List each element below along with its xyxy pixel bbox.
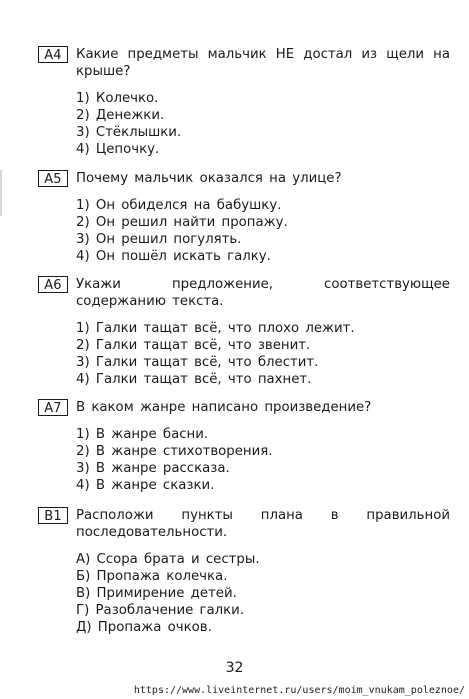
question-header (38, 399, 450, 416)
question-text: Расположи пункты плана в правильной последовательности. (76, 508, 450, 540)
question-label-badge: A4 (38, 46, 68, 63)
plan-item[interactable]: Б) Пропажа колечка. (76, 569, 228, 584)
answer-option[interactable]: 1) Колечко. (76, 91, 159, 106)
watermark-url[interactable]: https://www.liveinternet.ru/users/moim_vnukam_poleznoe/ (133, 685, 465, 696)
answer-options (38, 90, 450, 158)
answer-option[interactable]: 2) Он решил найти пропажу. (76, 215, 288, 230)
question-a7 (38, 399, 450, 494)
answer-option[interactable]: 1) Он обиделся на бабушку. (76, 198, 282, 213)
scan-edge-mark (0, 170, 2, 216)
answer-option[interactable]: 4) В жанре сказки. (76, 478, 215, 493)
question-label-badge: A5 (38, 170, 68, 187)
question-a6 (38, 276, 450, 388)
answer-options (38, 197, 450, 265)
question-header (38, 170, 450, 187)
page-number: 32 (225, 660, 244, 676)
answer-option[interactable]: 4) Цепочку. (76, 142, 160, 157)
plan-item[interactable]: А) Ссора брата и сестры. (76, 552, 260, 567)
answer-option[interactable]: 4) Галки тащат всё, что пахнет. (76, 372, 312, 387)
answer-option[interactable]: 1) Галки тащат всё, что плохо лежит. (76, 321, 355, 336)
question-a4 (38, 46, 450, 158)
question-header (38, 46, 450, 80)
answer-option[interactable]: 2) Денежки. (76, 108, 165, 123)
answer-option[interactable]: 3) Галки тащат всё, что блестит. (76, 355, 319, 370)
answer-options (38, 320, 450, 388)
answer-options (38, 551, 450, 636)
question-a5 (38, 170, 450, 265)
answer-option[interactable]: 2) Галки тащат всё, что звенит. (76, 338, 311, 353)
question-header (38, 276, 450, 310)
answer-options (38, 426, 450, 494)
question-text: Почему мальчик оказался на улице? (76, 171, 342, 186)
question-text: Укажи предложение, соответствующее содержанию текста. (76, 277, 450, 309)
answer-option[interactable]: 3) Он решил погулять. (76, 232, 242, 247)
answer-option[interactable]: 2) В жанре стихотворения. (76, 444, 273, 459)
question-text: В каком жанре написано произведение? (76, 400, 372, 415)
plan-item[interactable]: В) Примирение детей. (76, 586, 237, 601)
question-label-badge: A7 (38, 399, 68, 416)
answer-option[interactable]: 3) В жанре рассказа. (76, 461, 230, 476)
question-b1 (38, 507, 450, 636)
question-label-badge: A6 (38, 276, 68, 293)
answer-option[interactable]: 3) Стёклышки. (76, 125, 182, 140)
question-label-badge: B1 (38, 507, 68, 524)
plan-item[interactable]: Г) Разоблачение галки. (76, 603, 245, 618)
plan-item[interactable]: Д) Пропажа очков. (76, 620, 212, 635)
question-text: Какие предметы мальчик НЕ достал из щели на крыше? (76, 47, 450, 79)
answer-option[interactable]: 4) Он пошёл искать галку. (76, 249, 271, 264)
answer-option[interactable]: 1) В жанре басни. (76, 427, 209, 442)
question-header (38, 507, 450, 541)
